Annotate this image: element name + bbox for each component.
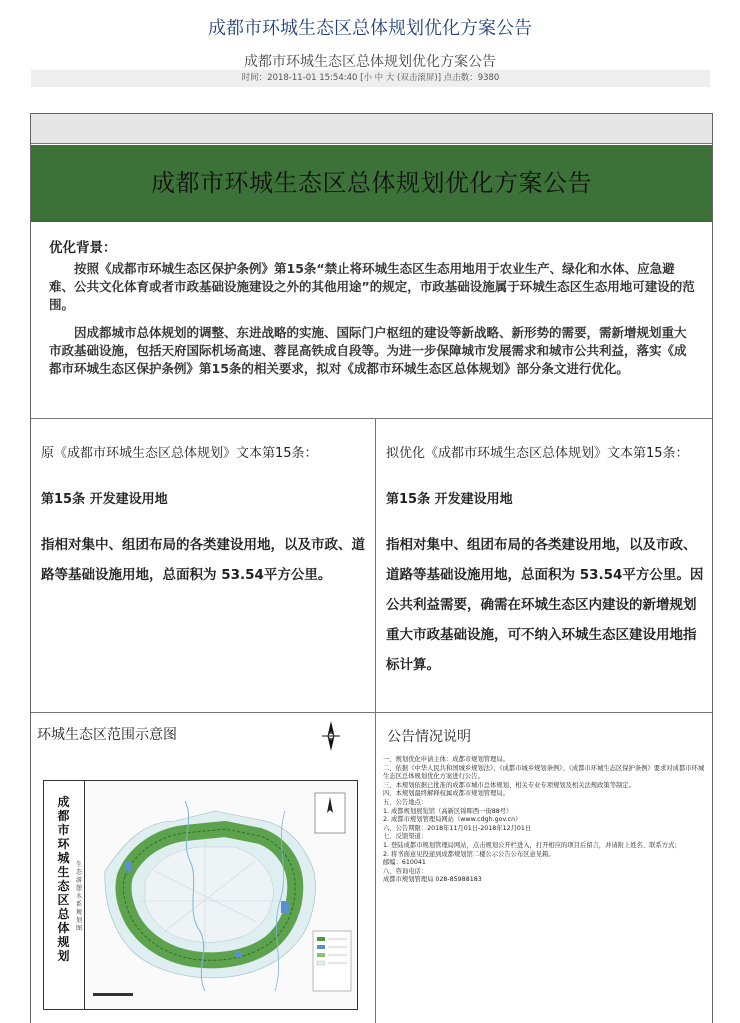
original-title: 原《成都市环城生态区总体规划》文本第15条：: [41, 446, 318, 461]
background-heading: 优化背景：: [49, 240, 117, 256]
row-divider: [31, 712, 712, 713]
notice-label: 公告情况说明: [387, 729, 471, 745]
notice-item: 邮编：610041: [383, 859, 426, 867]
map-label: 环城生态区范围示意图: [37, 727, 177, 743]
notice-item: 2. 成都市规划管理局网站（www.cdgh.gov.cn）: [383, 816, 522, 824]
page-subtitle: 成都市环城生态区总体规划优化方案公告: [244, 54, 496, 70]
notice-item: 2. 将书面意见投递到成都规划馆二楼公示公告公布区意见箱。: [383, 850, 555, 858]
background-paragraph-1: 按照《成都市环城生态区保护条例》第15条“禁止将环城生态区生态用地用于农业生产、绿化和水体、应急避难、公共文化体育或者市政基础设施建设之外的其他用途”的规定，市政基础设施属于环城生态区生态用地可建设的范围。: [49, 261, 695, 312]
notice-item: 七、反馈渠道：: [383, 833, 428, 841]
notice-item: 八、咨询电话：: [383, 867, 428, 875]
notice-item: 1. 成都规划展览馆（高新区锦晖西一街88号）: [383, 807, 513, 815]
notice-item: 二、依据《中华人民共和国城乡规划法》、《成都市城乡规划条例》、《成都市环城生态区保护条例》要求对成都市环城生态区总体规划优化方案进行公告。: [383, 764, 705, 781]
green-title-banner: [31, 145, 712, 222]
notice-item: 四、本规划最终解释权属成都市规划管理局。: [383, 790, 509, 798]
proposed-article-heading: 第15条 开发建设用地: [386, 492, 513, 507]
map-vertical-title: 成都市环城生态区总体规划: [57, 795, 70, 963]
original-article-heading: 第15条 开发建设用地: [41, 492, 168, 507]
background-section: [31, 222, 712, 419]
notice-details: [383, 756, 705, 885]
original-article-column: [31, 418, 375, 712]
notice-image: [30, 113, 713, 1023]
proposed-article-column: [376, 418, 712, 712]
notice-item: 1. 登陆成都市规划管理局网站，点击规划公开栏进入，打开相应的项目后留言，并请附上姓名、联系方式；: [383, 841, 681, 849]
gray-header-band: [31, 114, 712, 144]
ring-map-graphic: [85, 781, 357, 1009]
map-title-column: [44, 781, 85, 1009]
page-title: 成都市环城生态区总体规划优化方案公告: [208, 18, 532, 39]
map-frame: [43, 780, 358, 1010]
original-article-body: 指相对集中、组团布局的各类建设用地，以及市政、道路等基础设施用地，总面积为 53.54平方公里。: [41, 537, 365, 583]
proposed-article-body: 指相对集中、组团布局的各类建设用地，以及市政、道路等基础设施用地，总面积为 53.54平方公里。因公共利益需要，确需在环城生态区内建设的新增规划重大市政基础设施，可不纳入环城生态区建设用地指标计算。: [386, 537, 704, 673]
banner-title: 成都市环城生态区总体规划优化方案公告: [151, 169, 592, 197]
proposed-title: 拟优化《成都市环城生态区总体规划》文本第15条：: [386, 446, 689, 461]
bottom-column-divider: [375, 713, 376, 1023]
notice-item: 五、公告地点：: [383, 798, 428, 806]
article-meta-bar: 时间：2018-11-01 15:54:40 [小 中 大 (双击滚屏)] 点击数：9380: [31, 70, 710, 87]
notice-item: 三、本规划依据已批准的成都市城市总体规划、相关专业专项规划及相关法规政策等制定。: [383, 781, 635, 789]
compass-icon: [320, 720, 342, 752]
background-paragraph-2: 因成都城市总体规划的调整、东进战略的实施、国际门户枢纽的建设等新战略、新形势的需要，需新增规划重大市政基础设施，包括天府国际机场高速、蓉昆高铁成自段等。为进一步保障城市发展需求和城市公共利益，落实《成都市环城生态区保护条例》第15条的相关要求，拟对《成都市环城生态区总体规划》部分条文进行优化。: [49, 325, 687, 376]
map-vertical-subtitle: 生态游憩水系规划图: [75, 861, 82, 932]
notice-item: 一、规划优化申请主体：成都市规划管理局。: [383, 756, 509, 763]
notice-item: 成都市规划管理局 028-85988183: [383, 876, 482, 884]
notice-item: 六、公告期限：2018年11月01日-2018年12月01日: [383, 824, 532, 832]
